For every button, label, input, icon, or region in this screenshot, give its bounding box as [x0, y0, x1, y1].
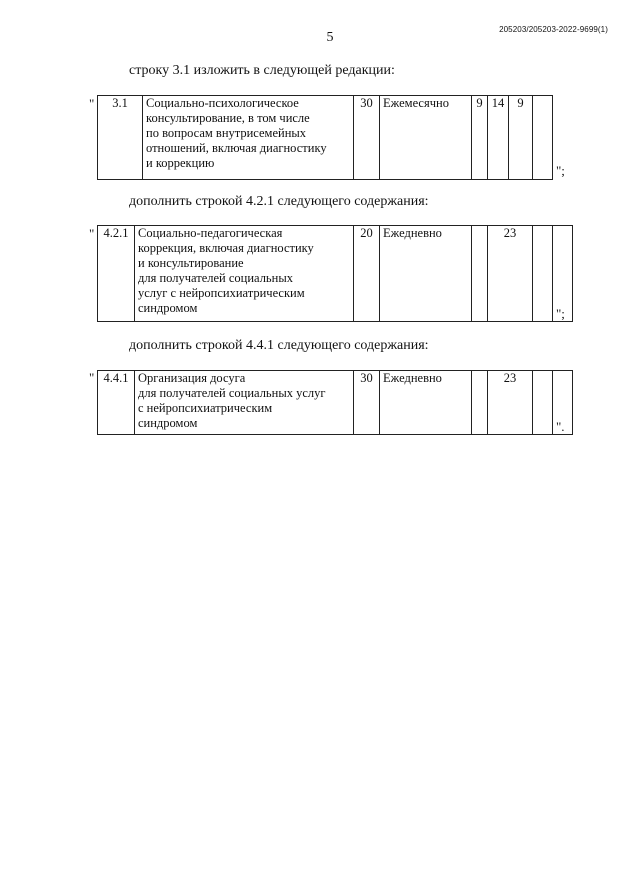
table-row-4-4-1 [97, 370, 573, 435]
table-row [98, 96, 553, 180]
open-quote: " [89, 226, 95, 241]
description-line: отношений, включая диагностику [146, 141, 327, 155]
description-line: Социально-психологическое [146, 96, 299, 110]
description-line: Социально-педагогическая [138, 226, 283, 240]
value-cell-b: 14 [488, 96, 509, 180]
service-description-cell [135, 371, 354, 435]
description-line: и коррекцию [146, 156, 215, 170]
instruction-row-4-4-1: дополнить строкой 4.4.1 следующего содержания: [129, 338, 429, 353]
frequency-cell: Ежемесячно [380, 96, 472, 180]
instruction-row-4-2-1: дополнить строкой 4.2.1 следующего содержания: [129, 194, 429, 209]
open-quote: " [89, 96, 95, 111]
value-cell-c: 9 [509, 96, 533, 180]
value-cell-b: 23 [488, 226, 533, 322]
frequency-cell: Ежедневно [380, 226, 472, 322]
description-line: консультирование, в том числе [146, 111, 310, 125]
value-cell-c [533, 371, 553, 435]
description-line: синдромом [138, 301, 198, 315]
frequency-cell: Ежедневно [380, 371, 472, 435]
service-description-cell [135, 226, 354, 322]
instruction-row-3-1: строку 3.1 изложить в следующей редакции: [129, 63, 395, 78]
value-cell-c [533, 226, 553, 322]
service-description-cell [143, 96, 354, 180]
description-line: с нейропсихиатрическим [138, 401, 273, 415]
volume-cell: 30 [354, 371, 380, 435]
value-cell-a [472, 371, 488, 435]
volume-cell: 20 [354, 226, 380, 322]
close-quote: ". [556, 419, 565, 434]
close-quote: "; [556, 163, 565, 178]
value-cell-a [472, 226, 488, 322]
table-row-4-2-1 [97, 225, 573, 322]
table-row [98, 226, 573, 322]
description-line: коррекция, включая диагностику [138, 241, 314, 255]
table-row [98, 371, 573, 435]
row-number-cell: 4.2.1 [98, 226, 135, 322]
description-line: по вопросам внутрисемейных [146, 126, 307, 140]
value-cell-a: 9 [472, 96, 488, 180]
row-number-cell: 4.4.1 [98, 371, 135, 435]
page-number: 5 [326, 30, 334, 45]
description-line: синдромом [138, 416, 198, 430]
volume-cell: 30 [354, 96, 380, 180]
open-quote: " [89, 370, 95, 385]
value-cell-d [533, 96, 553, 180]
close-quote: "; [556, 306, 565, 321]
value-cell-b: 23 [488, 371, 533, 435]
description-line: для получателей социальных услуг [138, 386, 326, 400]
document-id: 205203/205203-2022-9699(1) [499, 25, 608, 34]
table-row-3-1 [97, 95, 553, 180]
description-line: для получателей социальных [138, 271, 293, 285]
description-line: и консультирование [138, 256, 244, 270]
description-line: услуг с нейропсихиатрическим [138, 286, 305, 300]
row-number-cell: 3.1 [98, 96, 143, 180]
description-line: Организация досуга [138, 371, 246, 385]
